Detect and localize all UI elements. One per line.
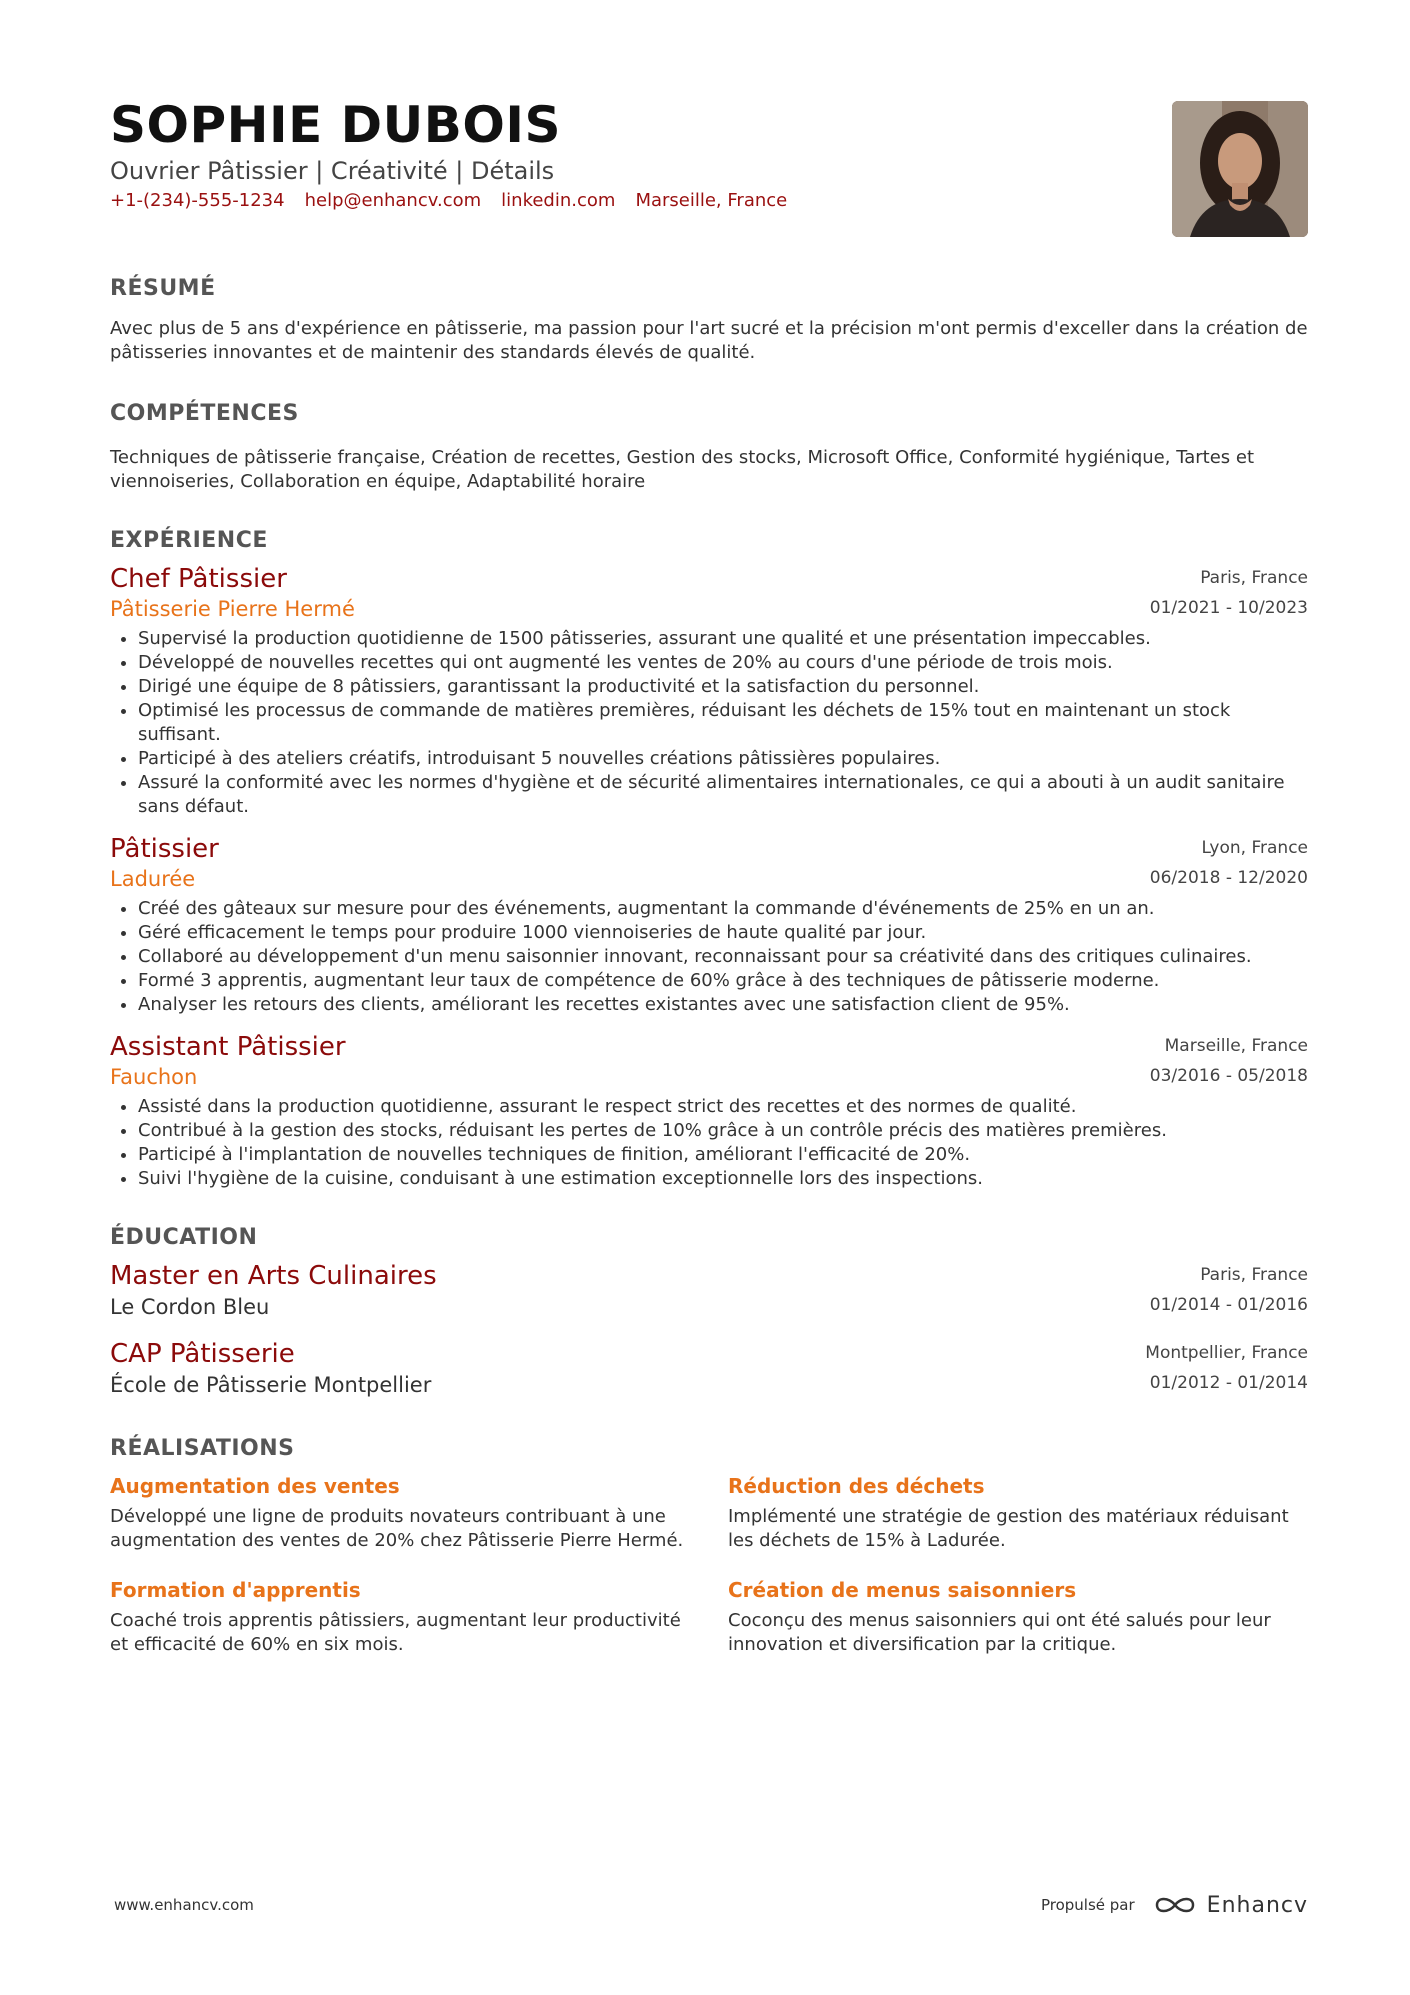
bullet-item: • Formé 3 apprentis, augmentant leur taux de compétence de 60% grâce à des techniques de pâtisserie moderne. — [138, 969, 1308, 993]
job-location: Paris, France — [1200, 568, 1308, 588]
job-title: Assistant Pâtissier — [110, 1032, 346, 1062]
job-company: Pâtisserie Pierre Hermé — [110, 597, 355, 621]
achievement-item — [728, 1471, 1308, 1553]
experience-title: EXPÉRIENCE — [110, 528, 268, 553]
bullet-item: • Participé à des ateliers créatifs, introduisant 5 nouvelles créations pâtissières populaires. — [138, 747, 1308, 771]
location-text: Marseille, France — [635, 190, 788, 211]
achievement-item — [110, 1575, 700, 1657]
enhancv-brand[interactable] — [1153, 1893, 1308, 1918]
education-title: ÉDUCATION — [110, 1225, 258, 1250]
job-entry — [110, 833, 1308, 1017]
achievement-title: Création de menus saisonniers — [728, 1578, 1077, 1602]
achievement-desc: Coconçu des menus saisonniers qui ont été salués pour leur innovation et diversification par la critique. — [728, 1610, 1271, 1655]
linkedin-link[interactable]: linkedin.com — [501, 190, 616, 211]
education-dates: 01/2014 - 01/2016 — [1149, 1295, 1308, 1315]
achievement-item — [728, 1575, 1308, 1657]
bullet-item: • Développé de nouvelles recettes qui ont augmenté les ventes de 20% au cours d'une période de trois mois. — [138, 651, 1308, 675]
achievement-item — [110, 1471, 700, 1553]
candidate-tagline: Ouvrier Pâtissier | Créativité | Détails — [110, 157, 555, 185]
degree-title: Master en Arts Culinaires — [110, 1261, 437, 1291]
bullet-item: • Créé des gâteaux sur mesure pour des événements, augmentant la commande d'événements de 25% en un an. — [138, 897, 1308, 921]
degree-title: CAP Pâtisserie — [110, 1339, 295, 1369]
job-dates: 01/2021 - 10/2023 — [1149, 598, 1308, 618]
summary-section — [110, 276, 1308, 365]
bullet-item: • Assuré la conformité avec les normes d'hygiène et de sécurité alimentaires internationales, ce qui a abouti à un audit sanitaire sans défaut. — [138, 771, 1308, 819]
bullet-item: • Géré efficacement le temps pour produire 1000 viennoiseries de haute qualité par jour. — [138, 921, 1308, 945]
contact-info — [110, 190, 1308, 211]
job-title: Pâtissier — [110, 834, 219, 864]
achievement-title: Formation d'apprentis — [110, 1578, 361, 1602]
job-title: Chef Pâtissier — [110, 564, 287, 594]
bullet-item: • Analyser les retours des clients, améliorant les recettes existantes avec une satisfaction client de 95%. — [138, 993, 1308, 1017]
job-dates: 06/2018 - 12/2020 — [1149, 868, 1308, 888]
summary-text: Avec plus de 5 ans d'expérience en pâtisserie, ma passion pour l'art sucré et la précision m'ont permis d'exceller dans la création de pâtisseries innovantes et de maintenir des standards élevés de qualité. — [110, 318, 1308, 363]
email-link[interactable]: help@enhancv.com — [304, 190, 482, 211]
bullet-item: • Supervisé la production quotidienne de 1500 pâtisseries, assurant une qualité et une présentation impeccables. — [138, 627, 1308, 651]
bullet-item: • Optimisé les processus de commande de matières premières, réduisant les déchets de 15% tout en maintenant un stock suffisant. — [138, 699, 1308, 747]
bullet-item: • Assisté dans la production quotidienne, assurant le respect strict des recettes et des normes de qualité. — [138, 1095, 1308, 1119]
education-entry — [110, 1338, 1308, 1400]
profile-photo — [1172, 101, 1308, 237]
job-entry — [110, 563, 1308, 819]
skills-section — [110, 401, 1308, 494]
job-location: Lyon, France — [1201, 838, 1308, 858]
education-location: Paris, France — [1200, 1265, 1308, 1285]
powered-by — [1041, 1893, 1308, 1918]
skills-title: COMPÉTENCES — [110, 401, 299, 426]
education-section — [110, 1225, 1308, 1400]
enhancv-logo-icon — [1153, 1893, 1197, 1917]
enhancv-brand-name: Enhancv — [1206, 1892, 1308, 1918]
phone-link[interactable]: +1-(234)-555-1234 — [110, 190, 285, 211]
job-dates: 03/2016 - 05/2018 — [1149, 1066, 1308, 1086]
resume-page — [110, 96, 1308, 1657]
achievement-desc: Développé une ligne de produits novateurs contribuant à une augmentation des ventes de 20% chez Pâtisserie Pierre Hermé. — [110, 1506, 684, 1551]
summary-title: RÉSUMÉ — [110, 276, 216, 301]
bullet-item: • Dirigé une équipe de 8 pâtissiers, garantissant la productivité et la satisfaction du personnel. — [138, 675, 1308, 699]
powered-by-label: Propulsé par — [1040, 1896, 1135, 1914]
achievements-section — [110, 1436, 1308, 1657]
job-company: Ladurée — [110, 867, 196, 891]
achievements-grid — [110, 1471, 1308, 1657]
skills-text: Techniques de pâtisserie française, Création de recettes, Gestion des stocks, Microsoft Office, Conformité hygiénique, Tartes et viennoiseries, Collaboration en équipe, Adaptabilité horaire — [110, 447, 1255, 492]
profile-photo-icon — [1172, 101, 1308, 237]
school-name: École de Pâtisserie Montpellier — [110, 1373, 432, 1397]
achievement-desc: Implémenté une stratégie de gestion des matériaux réduisant les déchets de 15% à Ladurée. — [728, 1506, 1289, 1551]
website-link[interactable]: www.enhancv.com — [114, 1896, 254, 1914]
resume-header — [110, 96, 1308, 246]
experience-section — [110, 528, 1308, 1191]
bullet-item: • Suivi l'hygiène de la cuisine, conduisant à une estimation exceptionnelle lors des inspections. — [138, 1167, 1308, 1191]
job-bullets — [110, 897, 1308, 1017]
page-footer — [114, 1887, 1308, 1923]
achievement-title: Augmentation des ventes — [110, 1474, 400, 1498]
job-bullets — [110, 627, 1308, 819]
bullet-item: • Participé à l'implantation de nouvelles techniques de finition, améliorant l'efficacité de 20%. — [138, 1143, 1308, 1167]
school-name: Le Cordon Bleu — [110, 1295, 270, 1319]
job-location: Marseille, France — [1164, 1036, 1308, 1056]
achievements-title: RÉALISATIONS — [110, 1436, 295, 1461]
achievement-desc: Coaché trois apprentis pâtissiers, augmentant leur productivité et efficacité de 60% en six mois. — [110, 1610, 681, 1655]
achievement-title: Réduction des déchets — [728, 1474, 985, 1498]
job-company: Fauchon — [110, 1065, 198, 1089]
job-entry — [110, 1031, 1308, 1191]
education-location: Montpellier, France — [1145, 1343, 1308, 1363]
education-dates: 01/2012 - 01/2014 — [1149, 1373, 1308, 1393]
bullet-item: • Collaboré au développement d'un menu saisonnier innovant, reconnaissant pour sa créativité dans des critiques culinaires. — [138, 945, 1308, 969]
candidate-name: SOPHIE DUBOIS — [110, 96, 562, 154]
bullet-item: • Contribué à la gestion des stocks, réduisant les pertes de 10% grâce à un contrôle précis des matières premières. — [138, 1119, 1308, 1143]
education-entry — [110, 1260, 1308, 1322]
job-bullets — [110, 1095, 1308, 1191]
